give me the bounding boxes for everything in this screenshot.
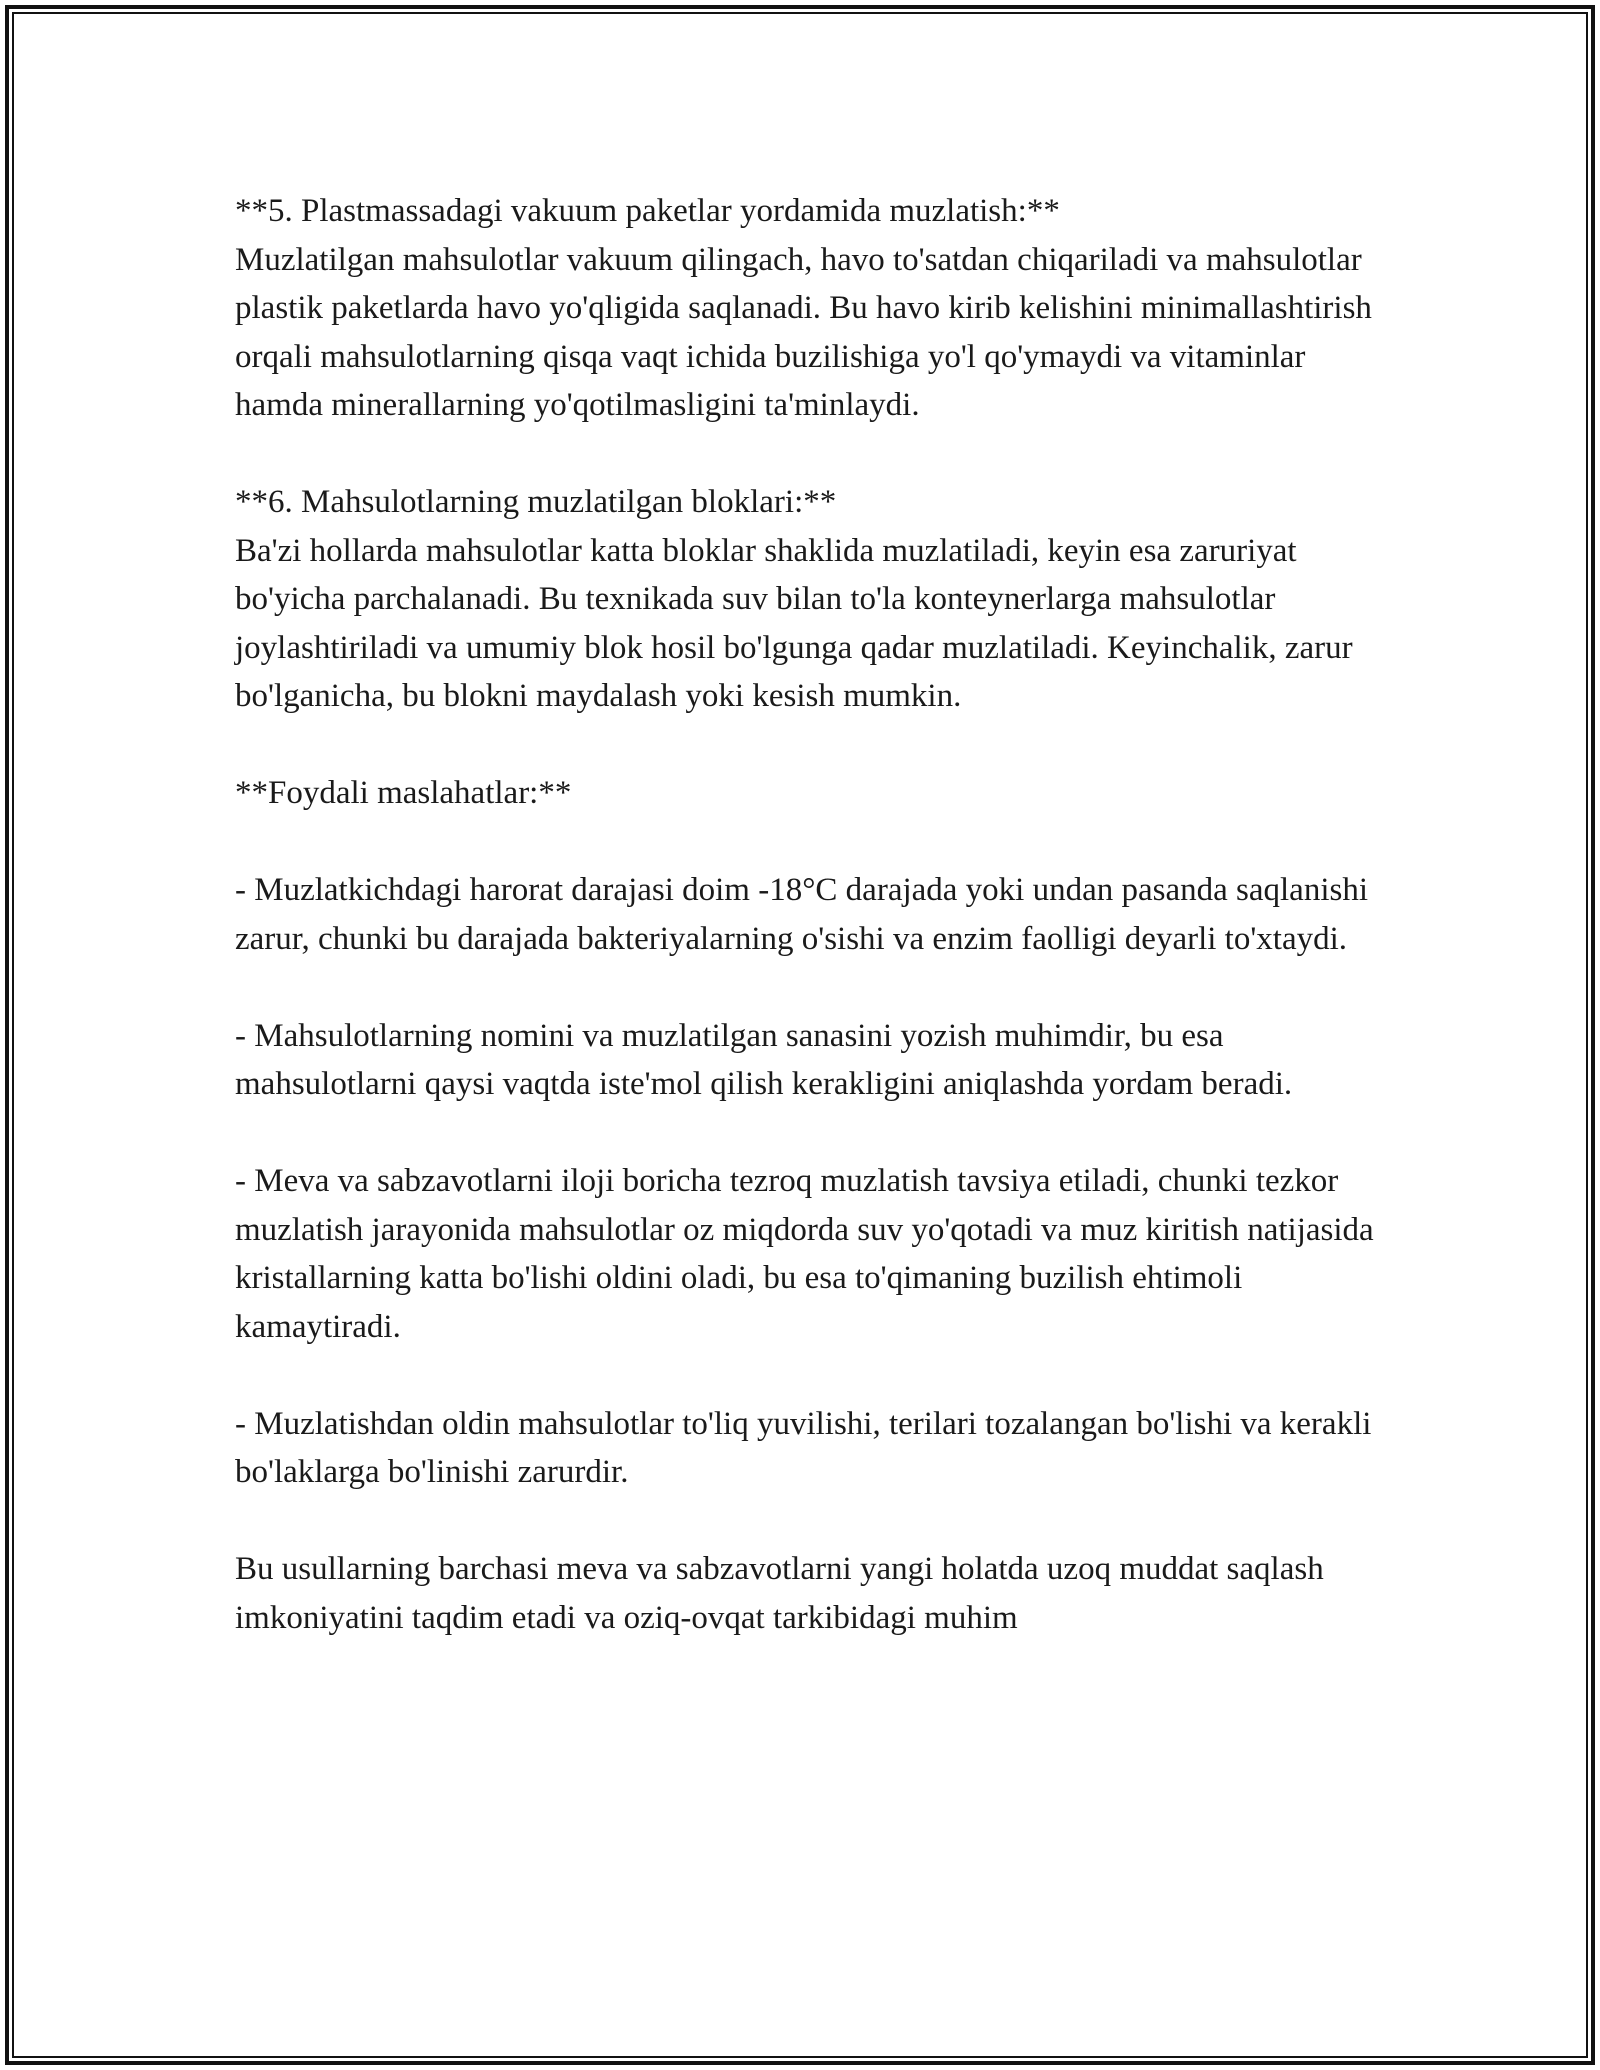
tip-text: - Muzlatkichdagi harorat darajasi doim -18°C darajada yoki undan pasanda saqlanishi zarur, chunki bu darajada bakteriyalarning o'sishi va enzim faolligi deyarli to'xtaydi. <box>235 872 1369 957</box>
tip-text: - Muzlatishdan oldin mahsulotlar to'liq yuvilishi, terilari tozalangan bo'lishi va kerakli bo'laklarga bo'linishi zarurdir. <box>235 1405 1372 1490</box>
tip-text: - Mahsulotlarning nomini va muzlatilgan sanasini yozish muhimdir, bu esa mahsulotlarni qaysi vaqtda iste'mol qilish kerakligini aniqlashda yordam beradi. <box>235 1017 1293 1102</box>
tips-heading: **Foydali maslahatlar:** <box>235 775 572 811</box>
section-6-heading: **6. Mahsulotlarning muzlatilgan bloklari:** <box>235 484 837 520</box>
section-5-paragraph: Muzlatilgan mahsulotlar vakuum qilingach, havo to'satdan chiqariladi va mahsulotlar plastik paketlarda havo yo'qligida saqlanadi. Bu havo kirib kelishini minimallashtirish orqali mahsulotlarning qisqa vaqt ichida buzilishiga yo'l qo'ymaydi va vitaminlar hamda minerallarning yo'qotilmasligini ta'minlaydi. <box>235 241 1372 423</box>
tips-heading-block <box>235 769 1385 818</box>
closing-paragraph: Bu usullarning barchasi meva va sabzavotlarni yangi holatda uzoq muddat saqlash imkoniyatini taqdim etadi va oziq-ovqat tarkibidagi muhim <box>235 1551 1324 1636</box>
tip-item <box>235 1157 1385 1351</box>
closing-block <box>235 1545 1385 1642</box>
section-6 <box>235 478 1385 721</box>
tip-item <box>235 1012 1385 1109</box>
section-5-heading: **5. Plastmassadagi vakuum paketlar yordamida muzlatish:** <box>235 193 1060 229</box>
document-body <box>235 187 1385 1691</box>
section-6-paragraph: Ba'zi hollarda mahsulotlar katta bloklar shaklida muzlatiladi, keyin esa zaruriyat bo'yicha parchalanadi. Bu texnikada suv bilan to'la konteynerlarga mahsulotlar joylashtiriladi va umumiy blok hosil bo'lgunga qadar muzlatiladi. Keyinchalik, zarur bo'lganicha, bu blokni maydalash yoki kesish mumkin. <box>235 532 1353 714</box>
tip-text: - Meva va sabzavotlarni iloji boricha tezroq muzlatish tavsiya etiladi, chunki tezkor muzlatish jarayonida mahsulotlar oz miqdorda suv yo'qotadi va muz kiritish natijasida kristallarning katta bo'lishi oldini oladi, bu esa to'qimaning buzilish ehtimoli kamaytiradi. <box>235 1163 1374 1345</box>
tip-item <box>235 866 1385 963</box>
section-5 <box>235 187 1385 430</box>
tip-item <box>235 1400 1385 1497</box>
